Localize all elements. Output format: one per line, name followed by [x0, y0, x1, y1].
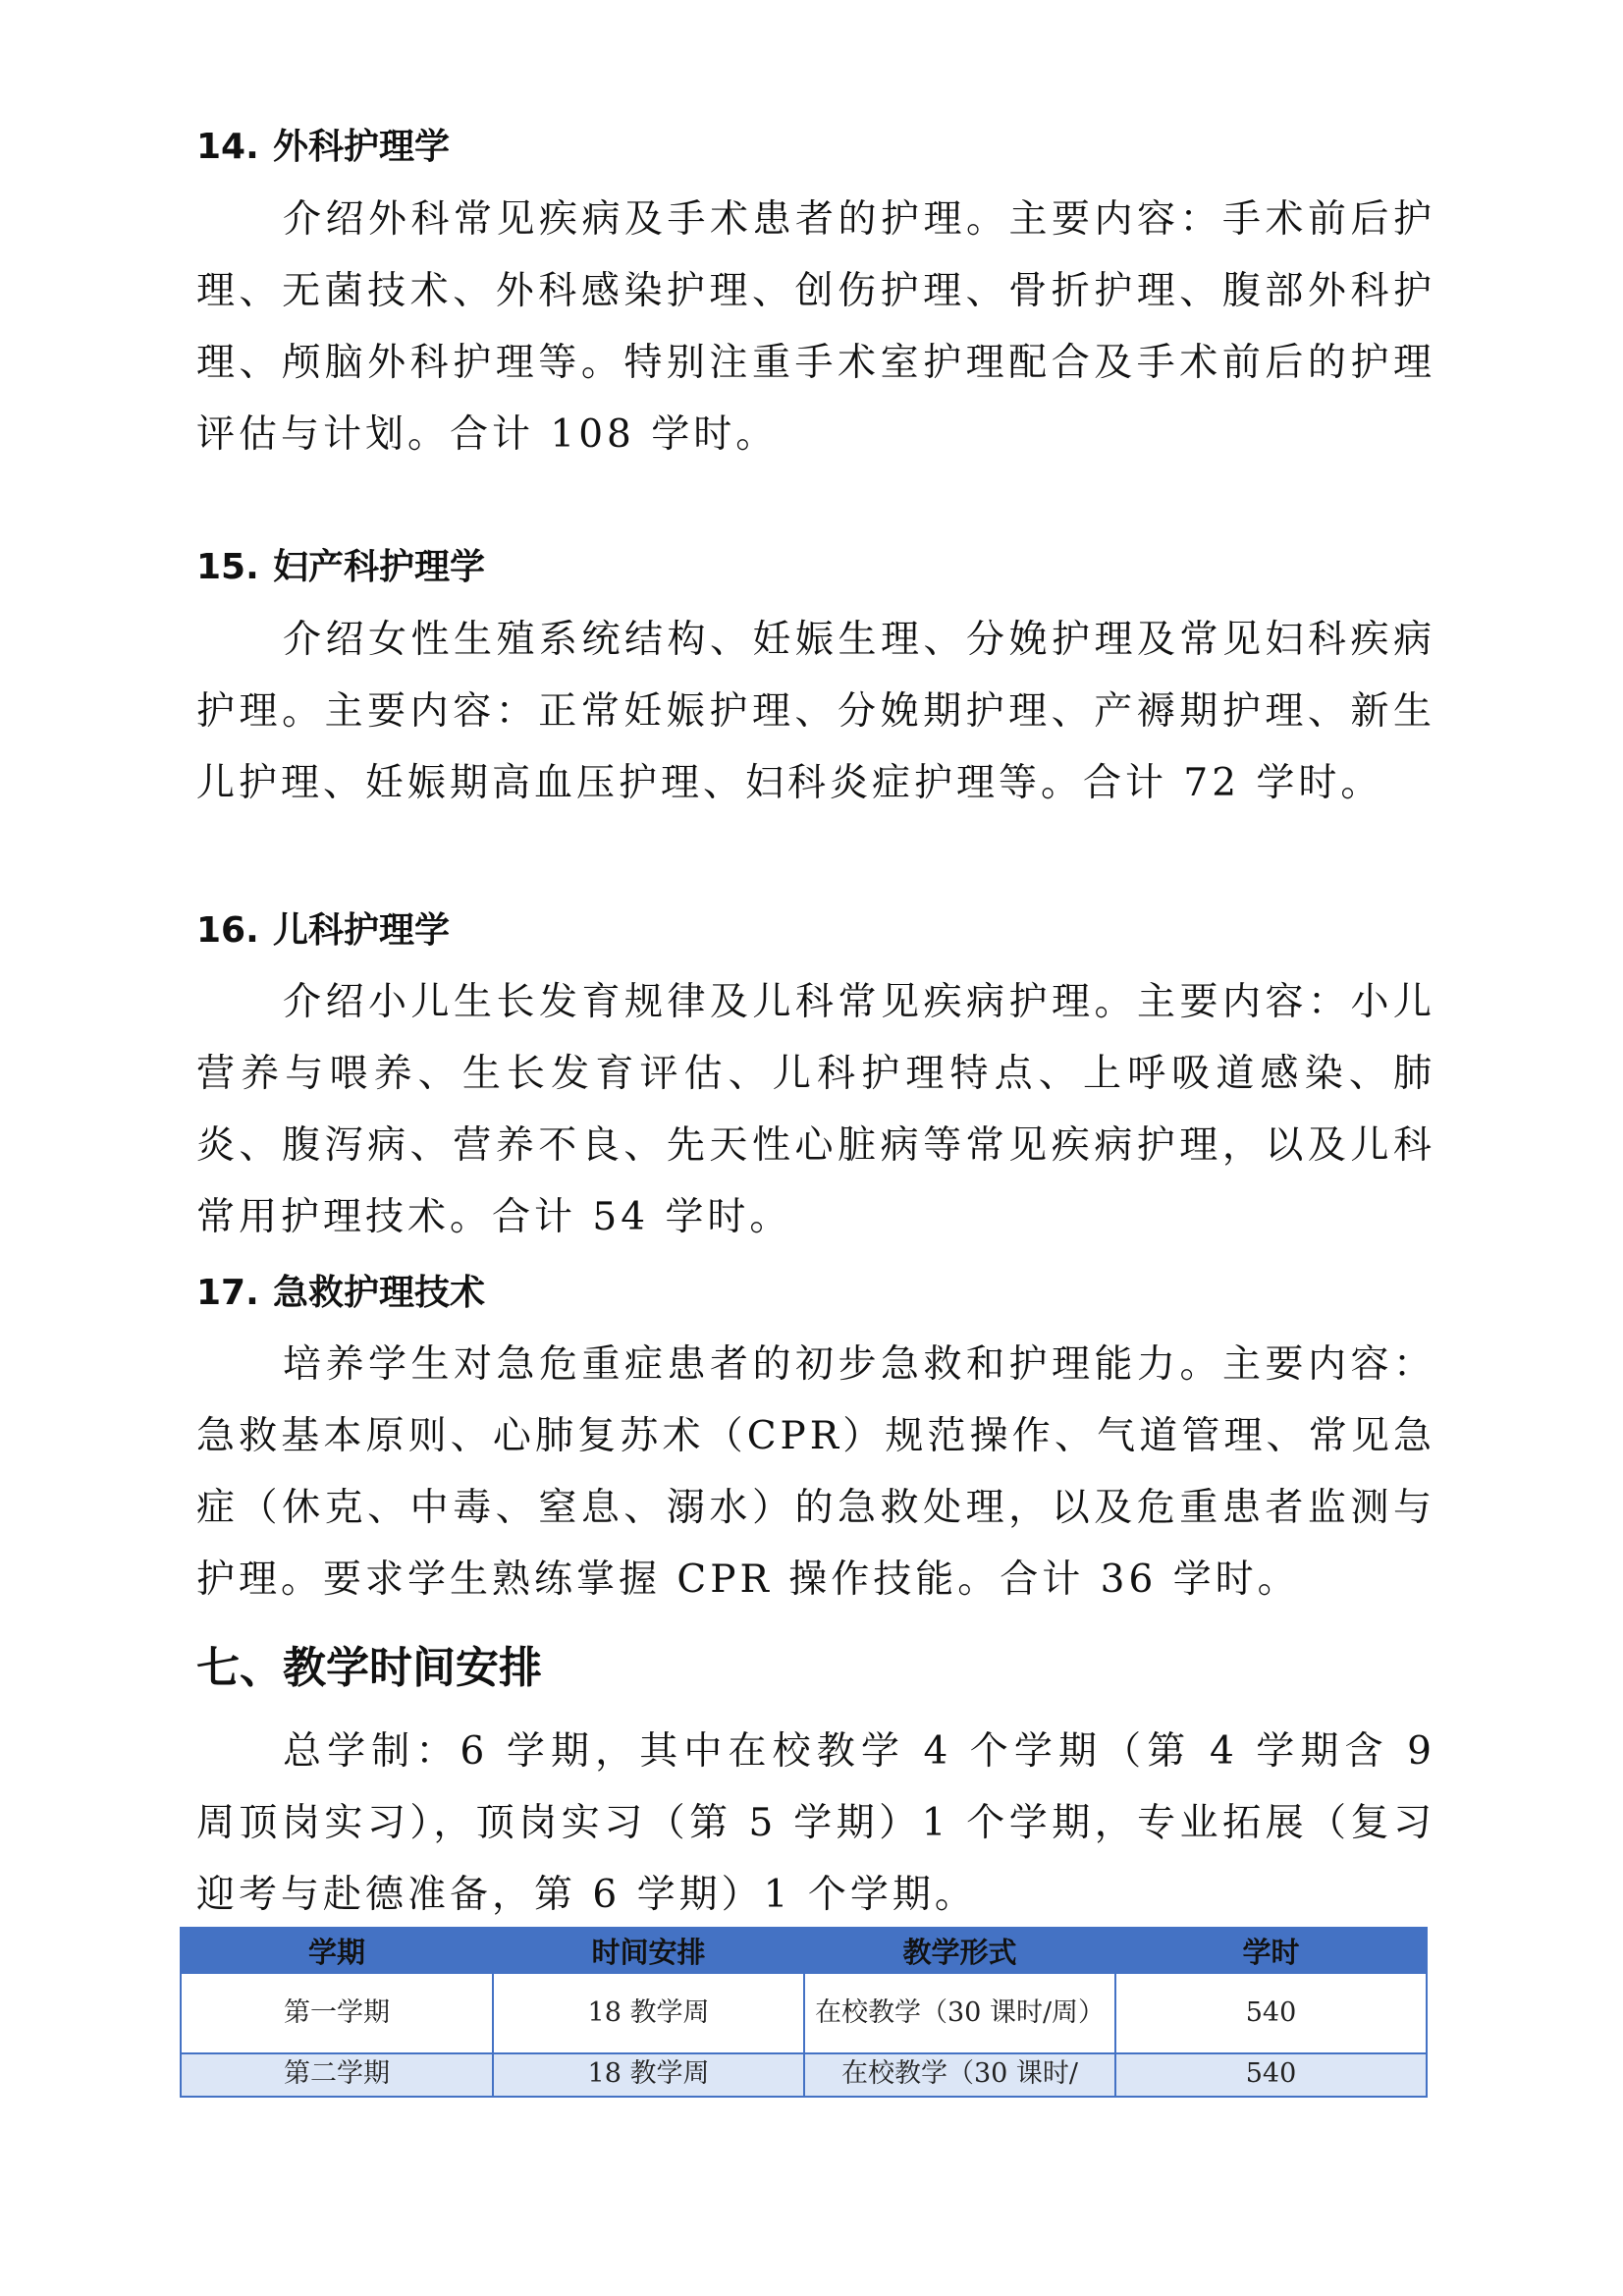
header-form: 教学形式 [804, 1928, 1115, 1973]
table-header-row [181, 1928, 1427, 1973]
cell-time: 18 教学周 [493, 2053, 804, 2097]
course-heading-17 [196, 1272, 485, 1315]
header-time: 时间安排 [493, 1928, 804, 1973]
course-number: 15. [196, 547, 259, 587]
course-heading-16 [196, 909, 450, 953]
course-title: 妇产科护理学 [273, 547, 486, 587]
schedule-table [180, 1927, 1428, 2098]
cell-time: 18 教学周 [493, 1973, 804, 2053]
table-row [181, 2053, 1427, 2097]
cell-form: 在校教学（30 课时/周） [804, 1973, 1115, 2053]
section-title: 七、教学时间安排 [196, 1643, 542, 1693]
course-title: 急救护理技术 [273, 1273, 486, 1313]
course-heading-14 [196, 126, 450, 169]
course-description-14: 介绍外科常见疾病及手术患者的护理。主要内容：手术前后护理、无菌技术、外科感染护理、创伤护理、骨折护理、腹部外科护理、颅脑外科护理等。特别注重手术室护理配合及手术前后的护理评估与计划。合计 108 学时。 [196, 197, 1435, 457]
course-title: 外科护理学 [273, 127, 451, 167]
course-description-15: 介绍女性生殖系统结构、妊娠生理、分娩护理及常见妇科疾病护理。主要内容：正常妊娠护理、分娩期护理、产褥期护理、新生儿护理、妊娠期高血压护理、妇科炎症护理等。合计 72 学时。 [196, 618, 1435, 805]
course-number: 16. [196, 910, 259, 951]
header-hours: 学时 [1115, 1928, 1427, 1973]
course-description-17: 培养学生对急危重症患者的初步急救和护理能力。主要内容：急救基本原则、心肺复苏术（CPR）规范操作、气道管理、常见急症（休克、中毒、窒息、溺水）的急救处理，以及危重患者监测与护理。要求学生熟练掌握 CPR 操作技能。合计 36 学时。 [196, 1342, 1435, 1602]
cell-form: 在校教学（30 课时/ [804, 2053, 1115, 2097]
course-title: 儿科护理学 [273, 910, 451, 951]
course-number: 17. [196, 1273, 259, 1313]
header-semester: 学期 [181, 1928, 493, 1973]
cell-semester: 第一学期 [181, 1973, 493, 2053]
course-description-16: 介绍小儿生长发育规律及儿科常见疾病护理。主要内容：小儿营养与喂养、生长发育评估、儿科护理特点、上呼吸道感染、肺炎、腹泻病、营养不良、先天性心脏病等常见疾病护理，以及儿科常用护理技术。合计 54 学时。 [196, 980, 1435, 1239]
cell-hours: 540 [1115, 2053, 1427, 2097]
cell-hours: 540 [1115, 1973, 1427, 2053]
section-paragraph: 总学制：6 学期，其中在校教学 4 个学期（第 4 学期含 9 周顶岗实习），顶岗实习（第 5 学期）1 个学期，专业拓展（复习迎考与赴德准备，第 6 学期）1 个学期。 [196, 1729, 1435, 1917]
course-number: 14. [196, 127, 259, 167]
course-heading-15 [196, 546, 485, 589]
cell-semester: 第二学期 [181, 2053, 493, 2097]
table-row [181, 1973, 1427, 2053]
